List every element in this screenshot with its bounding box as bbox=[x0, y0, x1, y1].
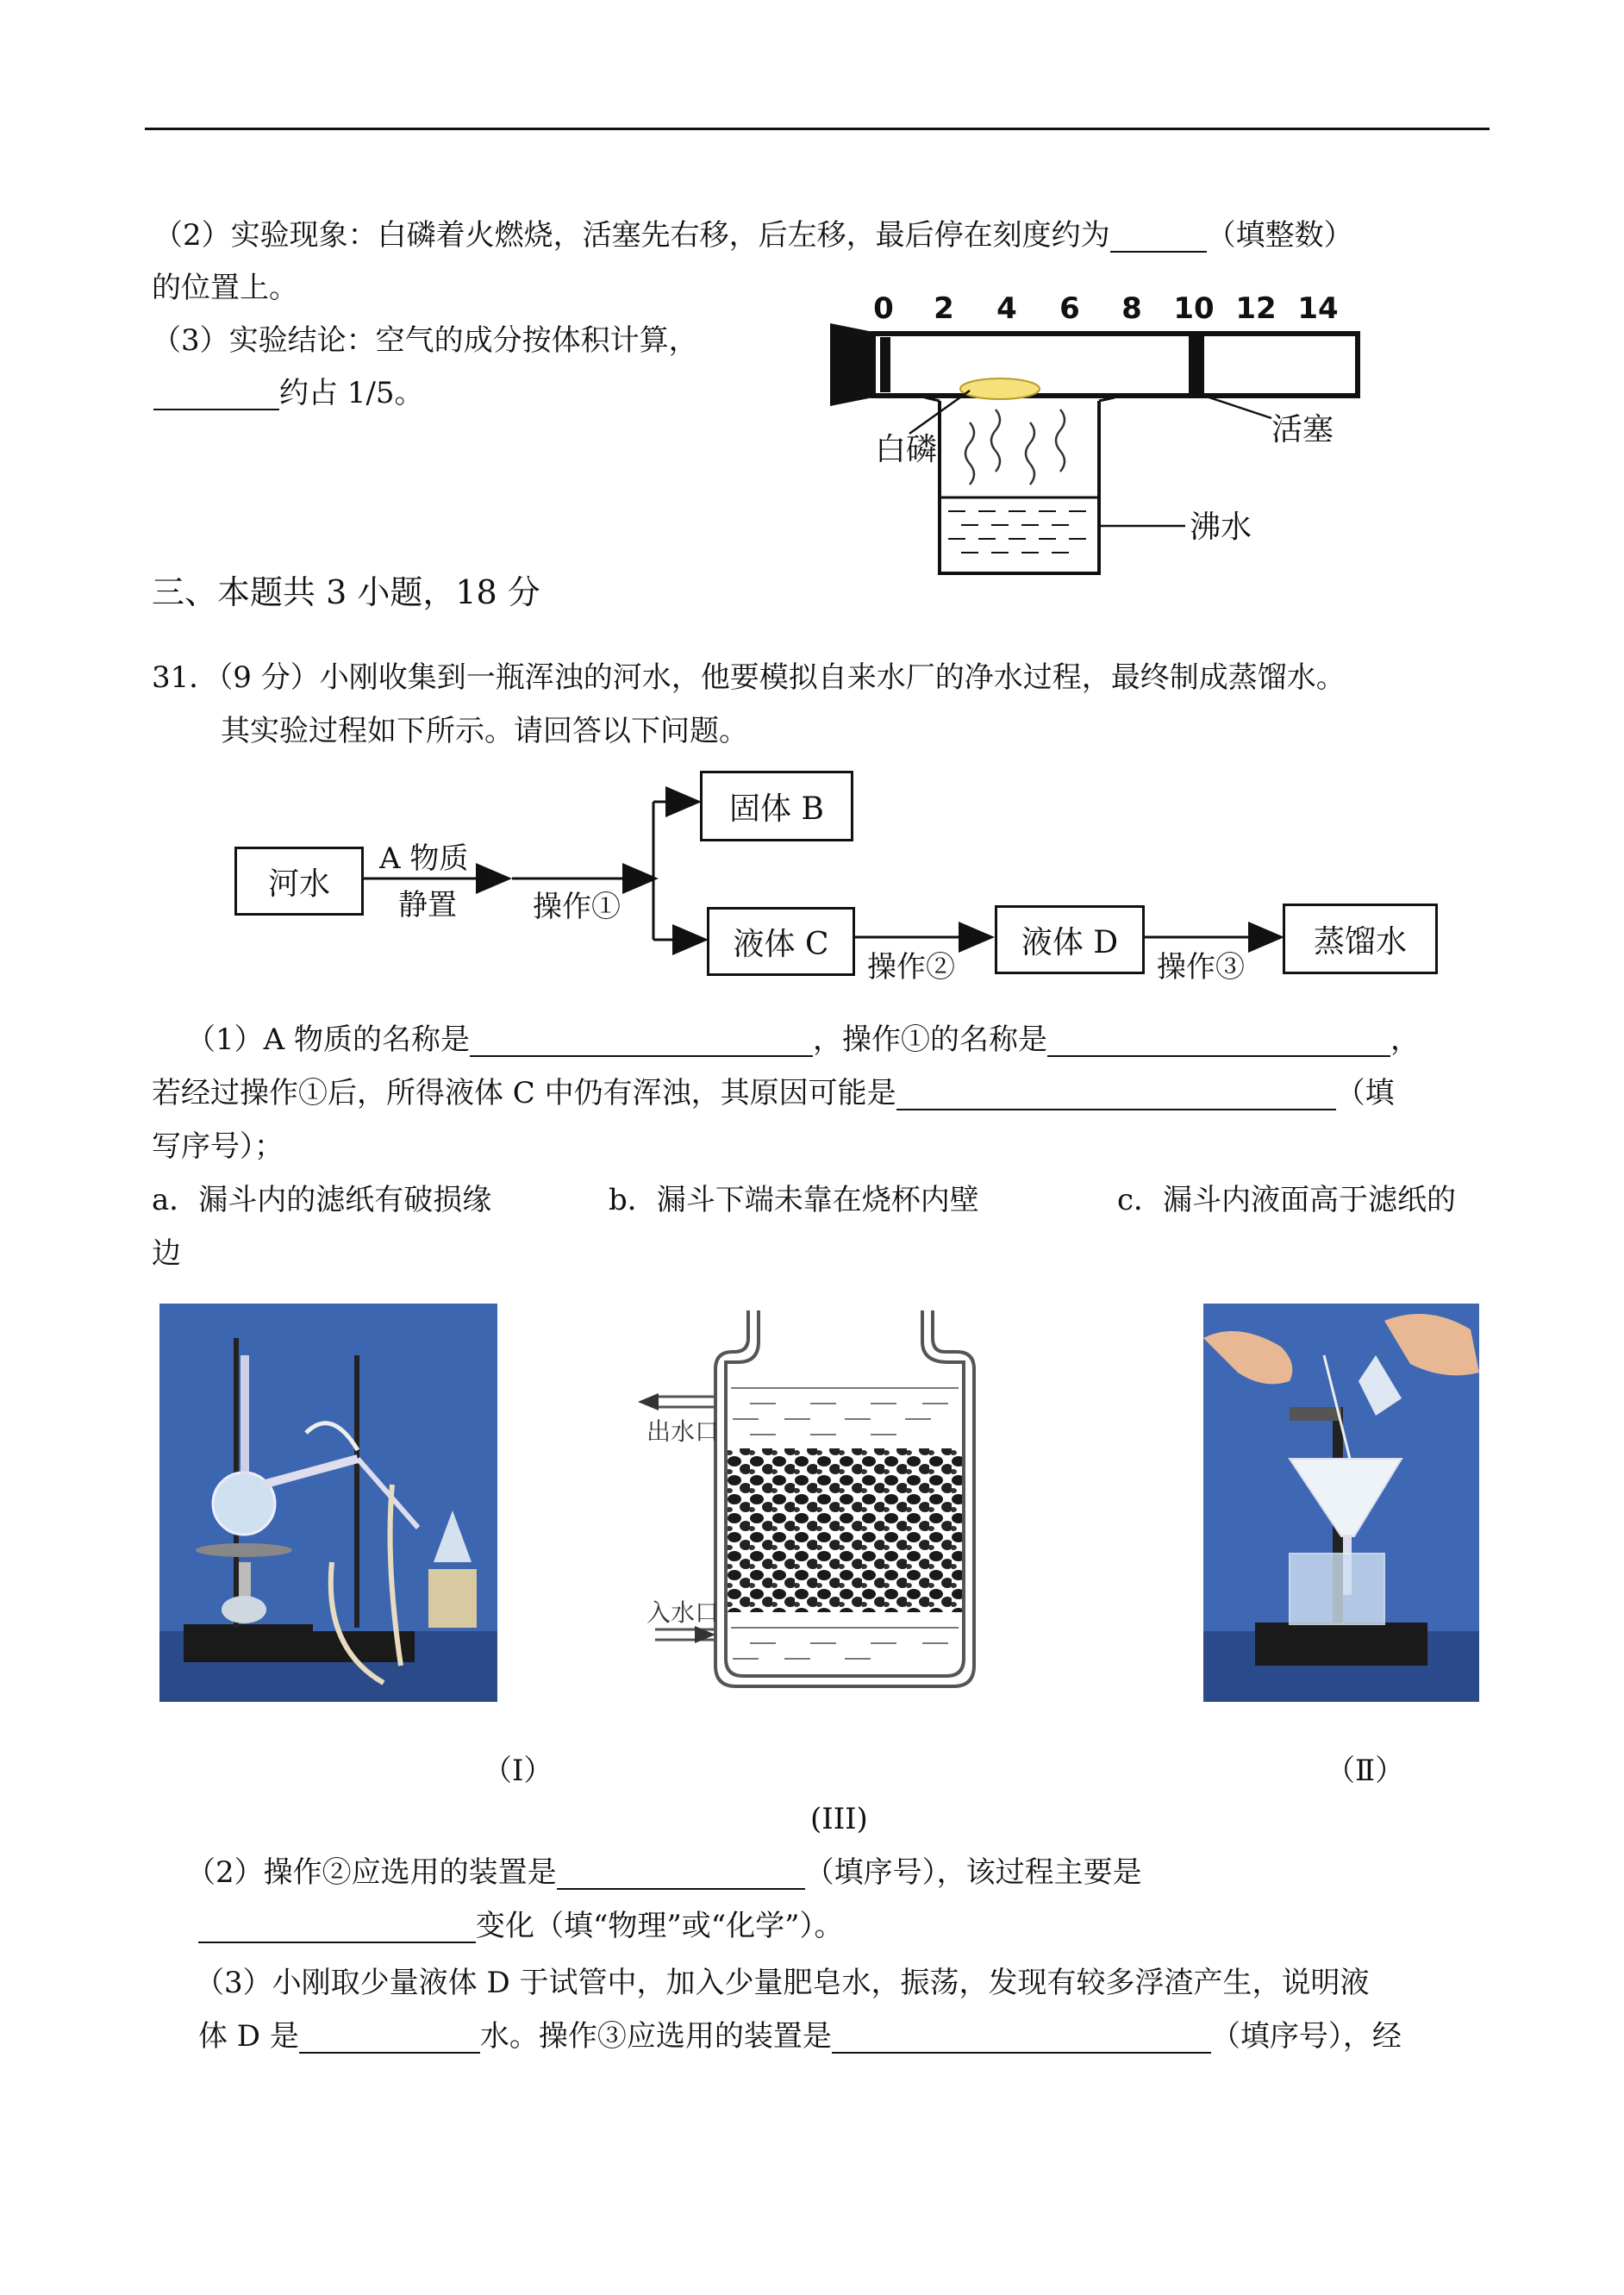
flow-box-liquid-c: 液体 C bbox=[707, 907, 855, 976]
flow-box-liquid-d: 液体 D bbox=[995, 905, 1145, 974]
blank-device-op3[interactable] bbox=[832, 2024, 1211, 2054]
flow-box-solid-b: 固体 B bbox=[700, 771, 853, 841]
blank-reason[interactable] bbox=[896, 1081, 1336, 1110]
blank-device-op2[interactable] bbox=[557, 1860, 805, 1890]
activated-carbon-layer bbox=[728, 1448, 962, 1612]
q1-line3: 写序号）； bbox=[152, 1129, 284, 1164]
flow-label-settle: 静置 bbox=[398, 888, 457, 922]
flow-box-river-water: 河水 bbox=[234, 847, 364, 916]
q30-part3-line1: （3）实验结论：空气的成分按体积计算， bbox=[152, 323, 698, 358]
q30-part2-line2: 的位置上。 bbox=[152, 271, 298, 305]
tick-4: 4 bbox=[996, 291, 1017, 326]
tick-6: 6 bbox=[1059, 291, 1080, 326]
label-inlet: 入水口 bbox=[646, 1598, 720, 1627]
tick-2: 2 bbox=[934, 291, 954, 326]
q3-line1: （3）小刚取少量液体 D 于试管中，加入少量肥皂水，振荡，发现有较多浮渣产生，说明液 bbox=[195, 1966, 1370, 2000]
q2-line1: （2）操作②应选用的装置是 （填序号），该过程主要是 bbox=[186, 1855, 1142, 1890]
photo-filtration bbox=[1203, 1304, 1479, 1702]
blank-substance-a[interactable] bbox=[470, 1028, 813, 1057]
q30-part3-line2: 约占 1/5。 bbox=[153, 376, 424, 410]
option-c-cont: 边 bbox=[152, 1236, 181, 1271]
blank-water-type[interactable] bbox=[299, 2024, 480, 2054]
q3-line2: 体 D 是 水。操作③应选用的装置是 （填序号），经 bbox=[198, 2019, 1402, 2054]
q31-intro-line2: 其实验过程如下所示。请回答以下问题。 bbox=[221, 714, 748, 748]
tick-14: 14 bbox=[1297, 291, 1339, 326]
q30-part2-line1: （2）实验现象：白磷着火燃烧，活塞先右移，后左移，最后停在刻度约为 （填整数） bbox=[153, 218, 1353, 253]
caption-figure-3: (III) bbox=[810, 1802, 868, 1836]
caption-figure-1: （Ⅰ） bbox=[483, 1754, 553, 1788]
carbon-purifier-diagram bbox=[638, 1304, 1000, 1700]
q1-line1: （1）A 物质的名称是 ，操作①的名称是 ， bbox=[186, 1022, 1420, 1057]
tick-0: 0 bbox=[873, 291, 894, 326]
label-piston: 活塞 bbox=[1271, 412, 1334, 447]
label-boiling-water: 沸水 bbox=[1190, 510, 1252, 545]
blank-change-type[interactable] bbox=[198, 1914, 476, 1943]
q31-intro-line1: 31．（9 分）小刚收集到一瓶浑浊的河水，他要模拟自来水厂的净水过程，最终制成蒸馏水。 bbox=[152, 660, 1346, 695]
tick-12: 12 bbox=[1235, 291, 1277, 326]
label-outlet: 出水口 bbox=[646, 1417, 720, 1446]
q1-line2: 若经过操作①后，所得液体 C 中仍有浑浊，其原因可能是 （填 bbox=[152, 1076, 1395, 1110]
flow-label-substance-a: A 物质 bbox=[379, 841, 469, 876]
option-c: c．漏斗内液面高于滤纸的 bbox=[1117, 1183, 1457, 1217]
option-b: b．漏斗下端未靠在烧杯内壁 bbox=[609, 1183, 979, 1217]
tick-10: 10 bbox=[1173, 291, 1215, 326]
flow-label-operation-3: 操作③ bbox=[1157, 950, 1245, 985]
label-white-phosphorus: 白磷 bbox=[875, 432, 938, 467]
flow-box-distilled-water: 蒸馏水 bbox=[1283, 904, 1438, 974]
caption-figure-2: （Ⅱ） bbox=[1326, 1754, 1405, 1788]
option-a: a．漏斗内的滤纸有破损缘 bbox=[152, 1183, 492, 1217]
flow-label-operation-1: 操作① bbox=[533, 890, 621, 924]
q2-line2: 变化（填“物理”或“化学”）。 bbox=[198, 1909, 844, 1943]
blank-operation-1[interactable] bbox=[1047, 1028, 1390, 1057]
flow-label-operation-2: 操作② bbox=[867, 950, 955, 985]
tick-8: 8 bbox=[1121, 291, 1142, 326]
section-title: 三、本题共 3 小题，18 分 bbox=[152, 573, 540, 611]
photo-distillation-apparatus bbox=[159, 1304, 497, 1702]
